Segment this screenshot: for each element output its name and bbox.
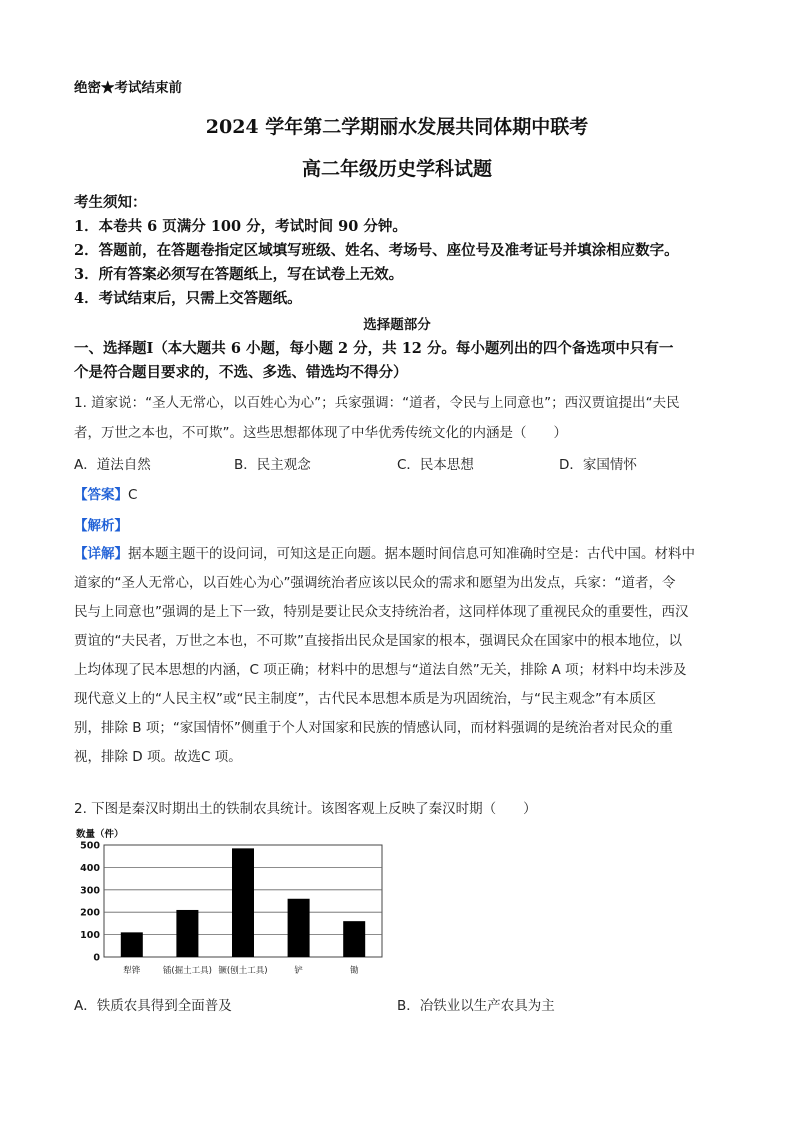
y-tick-label: 0: [93, 952, 100, 964]
x-category-label: 锄: [349, 966, 359, 976]
option-d: D．家国情怀: [559, 457, 637, 473]
notice-item: 4．考试结束后，只需上交答题纸。: [74, 290, 302, 307]
detail-line: 视，排除 D 项。故选C 项。: [74, 749, 242, 765]
q2-option-b: B．冶铁业以生产农具为主: [397, 998, 555, 1014]
detail-line: [74, 540, 722, 569]
answer-label: 【答案】: [74, 487, 128, 503]
y-axis-label: 数量（件）: [76, 829, 124, 840]
detail-line: 民与上同意也”强调的是上下一致，特别是要让民众支持统治者，这同样体现了重视民众的重要性，西汉: [74, 604, 689, 620]
analysis-label: 【解析】: [74, 518, 128, 534]
bar: [121, 932, 143, 957]
bar: [343, 921, 365, 957]
section-instructions: 一、选择题Ⅰ（本大题共 6 小题，每小题 2 分，共 12 分。每小题列出的四个备选项中只有一: [74, 340, 674, 357]
bar: [176, 910, 198, 957]
confidential-mark: 绝密★考试结束前: [74, 80, 182, 96]
detail-line: 别，排除 B 项；“家国情怀”侧重于个人对国家和民族的情感认同，而材料强调的是统治者对民众的重: [74, 720, 673, 736]
exam-title: 2024 学年第二学期丽水发展共同体期中联考: [205, 116, 589, 138]
x-category-label: 锸(掘土工具): [162, 966, 212, 976]
answer-value: C: [128, 487, 138, 503]
detail-text: 据本题主题干的设问词，可知这是正向题。据本题时间信息可知准确时空是：古代中国。材料中: [128, 546, 695, 562]
x-category-label: 铲: [294, 966, 303, 976]
iron-tools-bar-chart: [74, 825, 394, 985]
bar: [288, 899, 310, 957]
detail-label: 【详解】: [74, 546, 128, 562]
x-category-label: 犁铧: [123, 966, 141, 976]
detail-line: 现代意义上的“人民主权”或“民主制度”，古代民本思想本质是为巩固统治，与“民主观念”有本质区: [74, 691, 656, 707]
question-2-stem: 2. 下图是秦汉时期出土的铁制农具统计。该图客观上反映了秦汉时期（ ）: [74, 801, 537, 817]
question-1-stem: 1. 道家说：“圣人无常心，以百姓心为心”；兵家强调：“道者，令民与上同意也”；西汉贾谊提出“夫民: [74, 395, 680, 411]
exam-subtitle: 高二年级历史学科试题: [301, 158, 492, 180]
detail-line: 贾谊的“夫民者，万世之本也，不可欺”直接指出民众是国家的根本，强调民众在国家中的根本地位，以: [74, 633, 682, 649]
section-instructions: 个是符合题目要求的，不选、多选、错选均不得分）: [74, 364, 408, 381]
chart-svg: [74, 825, 394, 985]
option-b: B．民主观念: [234, 457, 311, 473]
q2-option-a: A．铁质农具得到全面普及: [74, 998, 232, 1014]
question-1-stem: 者，万世之本也，不可欺”。这些思想都体现了中华优秀传统文化的内涵是（ ）: [74, 425, 567, 441]
y-tick-label: 200: [80, 907, 100, 919]
analysis-detail: [74, 540, 722, 772]
y-tick-label: 400: [80, 862, 100, 874]
detail-line: 上均体现了民本思想的内涵，C 项正确；材料中的思想与“道法自然”无关，排除 A 项；材料中均未涉及: [74, 662, 687, 678]
y-tick-label: 300: [80, 885, 100, 897]
answer-line: [74, 483, 137, 503]
option-c: C．民本思想: [397, 457, 474, 473]
y-tick-label: 500: [80, 840, 100, 852]
notice-item: 1．本卷共 6 页满分 100 分，考试时间 90 分钟。: [74, 218, 407, 235]
x-category-label: 镢(刨土工具): [218, 966, 268, 976]
notice-item: 3．所有答案必须写在答题纸上，写在试卷上无效。: [74, 266, 404, 283]
bar: [232, 848, 254, 957]
detail-line: 道家的“圣人无常心，以百姓心为心”强调统治者应该以民众的需求和愿望为出发点，兵家：“道者，令: [74, 575, 676, 591]
notice-item: 2．答题前，在答题卷指定区域填写班级、姓名、考场号、座位号及准考证号并填涂相应数字。: [74, 242, 679, 259]
section-title: 选择题部分: [363, 317, 431, 333]
option-a: A．道法自然: [74, 457, 151, 473]
y-tick-label: 100: [80, 930, 100, 942]
notice-heading: 考生须知：: [74, 194, 147, 211]
